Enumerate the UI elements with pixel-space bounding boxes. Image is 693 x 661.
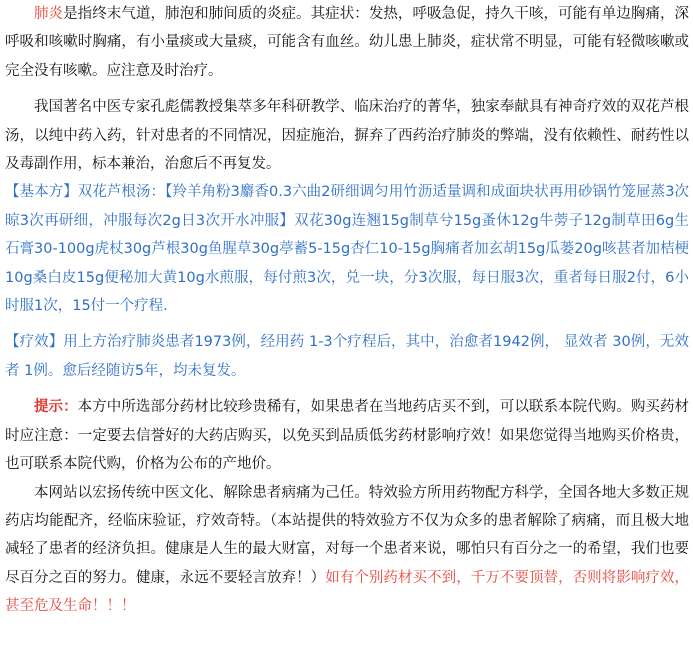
warning-text: 如有个别药材买不到，千万不要顶替，否则将影响疗效，甚至危及生命！！！ bbox=[5, 569, 690, 615]
hint-text: 本方中所选部分药材比较珍贵稀有，如果患者在当地药店买不到，可以联系本院代购。购买药材时应注意：一定要去信誉好的大药店购买，以免买到品质低劣药材影响疗效！如果您觉得当地购买价格贵，也可联系本院代购，价格为公布的产地价。 bbox=[5, 399, 689, 473]
hint-label: 提示： bbox=[34, 399, 78, 416]
efficacy-paragraph: 【疗效】用上方治疗肺炎患者1973例，经用药 1-3个疗程后，其中，治愈者1942例， 显效者 30例，无效者 1例。愈后经随访5年，均未复发。 bbox=[5, 334, 689, 379]
intro-text: 是指终末气道，肺泡和肺间质的炎症。其症状：发热，呼吸急促，持久干咳，可能有单边胸痛，深呼吸和咳嗽时胸痛，有小量痰或大量痰，可能含有血丝。幼儿患上肺炎，症状常不明显，可能有轻微咳嗽或完全没有咳嗽。应注意及时治疗。 bbox=[5, 6, 690, 79]
hint-paragraph bbox=[5, 393, 689, 478]
website-paragraph bbox=[5, 479, 689, 621]
website-text: 本网站以宏扬传统中医文化、解除患者病痛为己任。特效验方所用药物配方科学，全国各地大多数正规药店均能配齐，经临床验证，疗效奇特。（本站提供的特效验方不仅为众多的患者解除了病痛，而且极大地减轻了患者的经济负担。健康是人生的最大财富，对每一个患者来说，哪怕只有百分之一的希望，我们也要尽百分之百的努力。健康，永远不要轻言放弃！） bbox=[5, 484, 689, 586]
expert-paragraph: 我国著名中医专家孔彪儒教授集萃多年科研教学、临床治疗的菁华，独家奉献具有神奇疗效的双花芦根汤，以纯中药入药，针对患者的不同情况，因症施治，摒弃了西药治疗肺炎的弊端，没有依赖性、耐药性以及毒副作用，标本兼治，治愈后不再复发。 bbox=[5, 99, 689, 173]
term-pneumonia: 肺炎 bbox=[34, 6, 64, 22]
formula-paragraph: 【基本方】双花芦根汤：【羚羊角粉3麝香0.3六曲2研细调匀用竹沥适量调和成面块状再用砂锅竹笼屉蒸3次晾3次再研细，冲服每次2g日3次开水冲服】双花30g连翘15g制草兮15g蚤休12g牛蒡子12g制草田6g生石膏30-100g虎杖30g芦根30g鱼腥草30g葶蓄5-15g杏仁10-15g胸痛者加玄胡15g瓜蒌20g咳甚者加桔梗10g桑白皮15g便秘加大黄10g水煎服，每付煎3次，兑一块，分3次服，每日服3次，重者每日服2付，6小时服1次，15付一个疗程. bbox=[5, 184, 689, 315]
intro-paragraph bbox=[5, 0, 689, 85]
